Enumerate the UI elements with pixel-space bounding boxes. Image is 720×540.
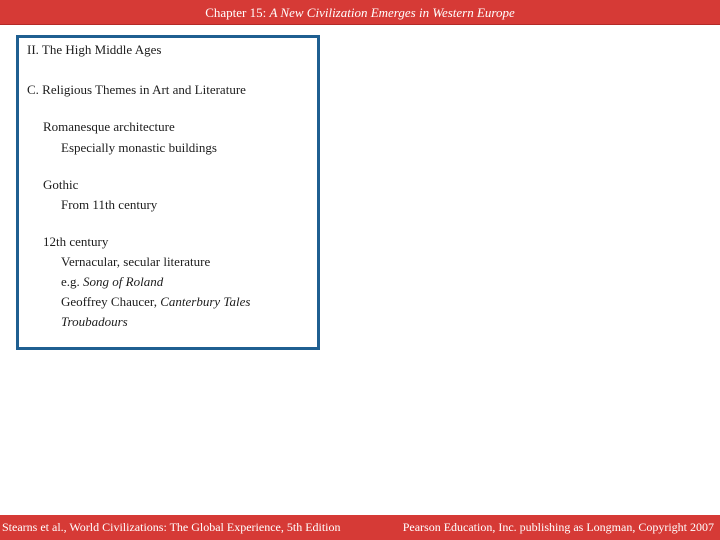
outline-subitem-chaucer [61,294,250,310]
canterbury-tales-title: Canterbury Tales [160,294,251,309]
outline-item-12th-century: 12th century [43,234,109,249]
outline-subitem-monastic: Especially monastic buildings [61,140,217,155]
chaucer-prefix: Geoffrey Chaucer, [61,294,161,309]
outline-subitem-troubadours: Troubadours [61,314,128,329]
song-of-roland-title: Song of Roland [83,274,164,289]
footer-citation: Stearns et al., World Civilizations: The Global Experience, 5th Edition [2,520,341,534]
footer-bar [0,515,720,540]
chapter-title: A New Civilization Emerges in Western Europe [269,5,515,20]
outline-box [16,35,320,350]
outline-item-romanesque: Romanesque architecture [43,119,175,134]
subsection-heading: C. Religious Themes in Art and Literature [27,82,246,97]
chapter-header-bar [0,0,720,25]
outline-subitem-vernacular: Vernacular, secular literature [61,254,211,269]
outline-subitem-song-of-roland [61,274,163,290]
chapter-label: Chapter 15: [205,5,270,20]
outline-subitem-11th-century: From 11th century [61,197,158,212]
outline-item-gothic: Gothic [43,177,79,192]
footer-copyright: Pearson Education, Inc. publishing as Longman, Copyright 2007 [402,520,714,534]
section-heading: II. The High Middle Ages [27,42,162,57]
eg-prefix: e.g. [61,274,84,289]
